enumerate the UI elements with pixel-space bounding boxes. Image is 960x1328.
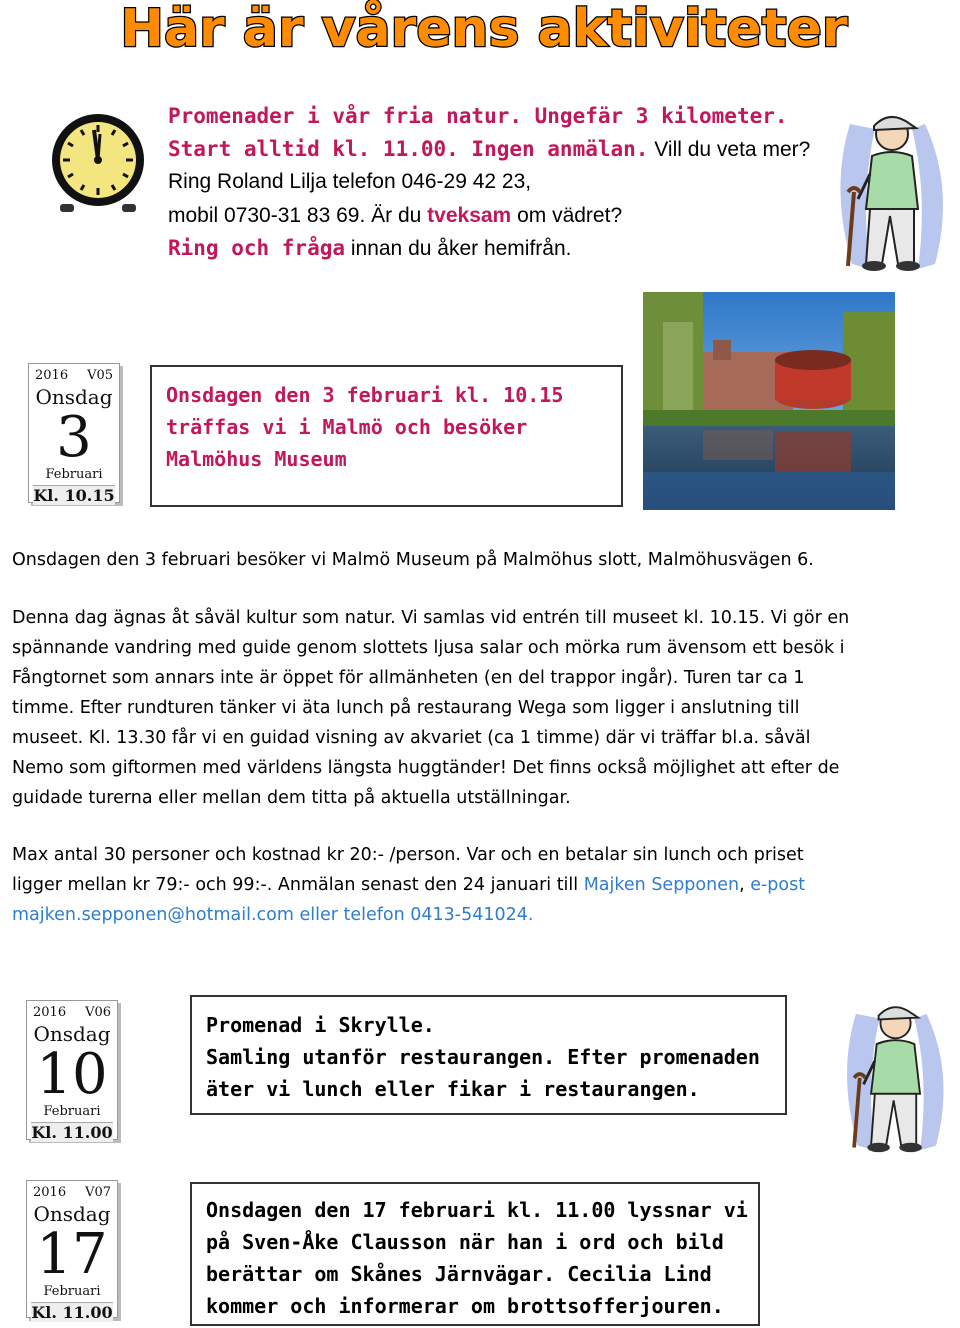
calendar-time: Kl. 11.00: [31, 1123, 113, 1142]
walking-man-icon: [830, 104, 955, 274]
email-label: e-post: [750, 875, 806, 895]
email-link[interactable]: majken.sepponen@hotmail.com eller telefon 0413-541024.: [12, 905, 534, 925]
description-line: guidade turerna eller mellan dem titta på aktuella utställningar.: [12, 788, 571, 808]
page-title: [0, 0, 960, 64]
calendar-icon: [28, 363, 120, 503]
description-paragraph-1: Onsdagen den 3 februari besöker vi Malmö Museum på Malmöhus slott, Malmöhusvägen 6.: [12, 550, 814, 570]
booking-line-1: Max antal 30 personer och kostnad kr 20:- /person. Var och en betalar sin lunch och priset: [12, 845, 804, 865]
calendar-day: 10: [36, 1042, 108, 1107]
calendar-month: Februari: [45, 467, 103, 482]
event-description-details: [12, 603, 957, 813]
calendar-weekday: Onsdag: [35, 385, 113, 409]
event-booking-info: [12, 840, 957, 930]
description-line: spännande vandring med guide genom slottets ljusa salar och mörka rum ävensom ett besök i: [12, 638, 845, 658]
calendar-weekday: Onsdag: [33, 1022, 111, 1046]
page-title-text: Här är vårens aktiviteter: [120, 0, 848, 59]
intro-text: [168, 100, 828, 266]
event-box-line: Onsdagen den 3 februari kl. 10.15: [166, 383, 564, 407]
calendar-time: Kl. 10.15: [33, 486, 115, 505]
clock-icon: [50, 108, 146, 218]
event-box: [150, 365, 623, 507]
calendar-month: Februari: [43, 1104, 101, 1119]
calendar-day: 3: [56, 405, 92, 470]
castle-photo: [643, 292, 895, 510]
calendar-day: 17: [36, 1222, 108, 1287]
calendar-year: 2016: [35, 368, 69, 383]
description-line: museet. Kl. 13.30 får vi en guidad visning av akvariet (ca 1 timme) där vi träffar bl.a. såväl: [12, 728, 811, 748]
description-line: timme. Efter rundturen tänker vi äta lunch på restaurang Wega som ligger i anslutning till: [12, 698, 800, 718]
walking-man-icon: [836, 995, 956, 1155]
intro-line-3: Ring Roland Lilja telefon 046-29 42 23,: [168, 170, 532, 193]
event-box: [190, 1182, 760, 1326]
description-line: Fångtornet som annars inte är öppet för allmänheten (en del trappor ingår). Turen tar ca 1: [12, 668, 805, 688]
calendar-week: V06: [85, 1005, 111, 1020]
event-box-line: på Sven-Åke Clausson när han i ord och bild: [206, 1230, 724, 1254]
event-box-line: kommer och informerar om brottsofferjouren.: [206, 1294, 724, 1318]
calendar-icon: [26, 1180, 118, 1322]
calendar-year: 2016: [33, 1005, 67, 1020]
event-box-line: Promenad i Skrylle.: [206, 1013, 435, 1037]
calendar-week: V05: [87, 368, 113, 383]
event-box-line: berättar om Skånes Järnvägar. Cecilia Lind: [206, 1262, 712, 1286]
event-box-line: träffas vi i Malmö och besöker: [166, 415, 528, 439]
intro-line-2: Start alltid kl. 11.00. Ingen anmälan. Vill du veta mer?: [168, 136, 811, 161]
event-description: [12, 545, 957, 575]
description-line: Nemo som giftormen med världens längsta huggtänder! Det finns också möjlighet att efter de: [12, 758, 840, 778]
description-line: Denna dag ägnas åt såväl kultur som natur. Vi samlas vid entrén till museet kl. 10.15. Vi gör en: [12, 608, 850, 628]
calendar-weekday: Onsdag: [33, 1202, 111, 1226]
intro-line-1: Promenader i vår fria natur. Ungefär 3 kilometer.: [168, 104, 788, 128]
calendar-time: Kl. 11.00: [31, 1303, 113, 1322]
booking-line-2: ligger mellan kr 79:- och 99:-. Anmälan senast den 24 januari till Majken Sepponen, e-post: [12, 875, 806, 895]
intro-line-5: Ring och fråga innan du åker hemifrån.: [168, 236, 572, 260]
calendar-icon: [26, 1000, 118, 1140]
event-box-line: Samling utanför restaurangen. Efter promenaden: [206, 1045, 760, 1069]
calendar-week: V07: [85, 1185, 111, 1200]
contact-name-link[interactable]: Majken Sepponen: [583, 875, 740, 895]
event-box-line: äter vi lunch eller fikar i restaurangen.: [206, 1077, 700, 1101]
calendar-month: Februari: [43, 1284, 101, 1299]
calendar-year: 2016: [33, 1185, 67, 1200]
event-box: [190, 995, 787, 1115]
intro-line-4: mobil 0730-31 83 69. Är du tveksam om vädret?: [168, 203, 623, 227]
event-box-line: Malmöhus Museum: [166, 447, 347, 471]
event-box-line: Onsdagen den 17 februari kl. 11.00 lyssnar vi: [206, 1198, 748, 1222]
